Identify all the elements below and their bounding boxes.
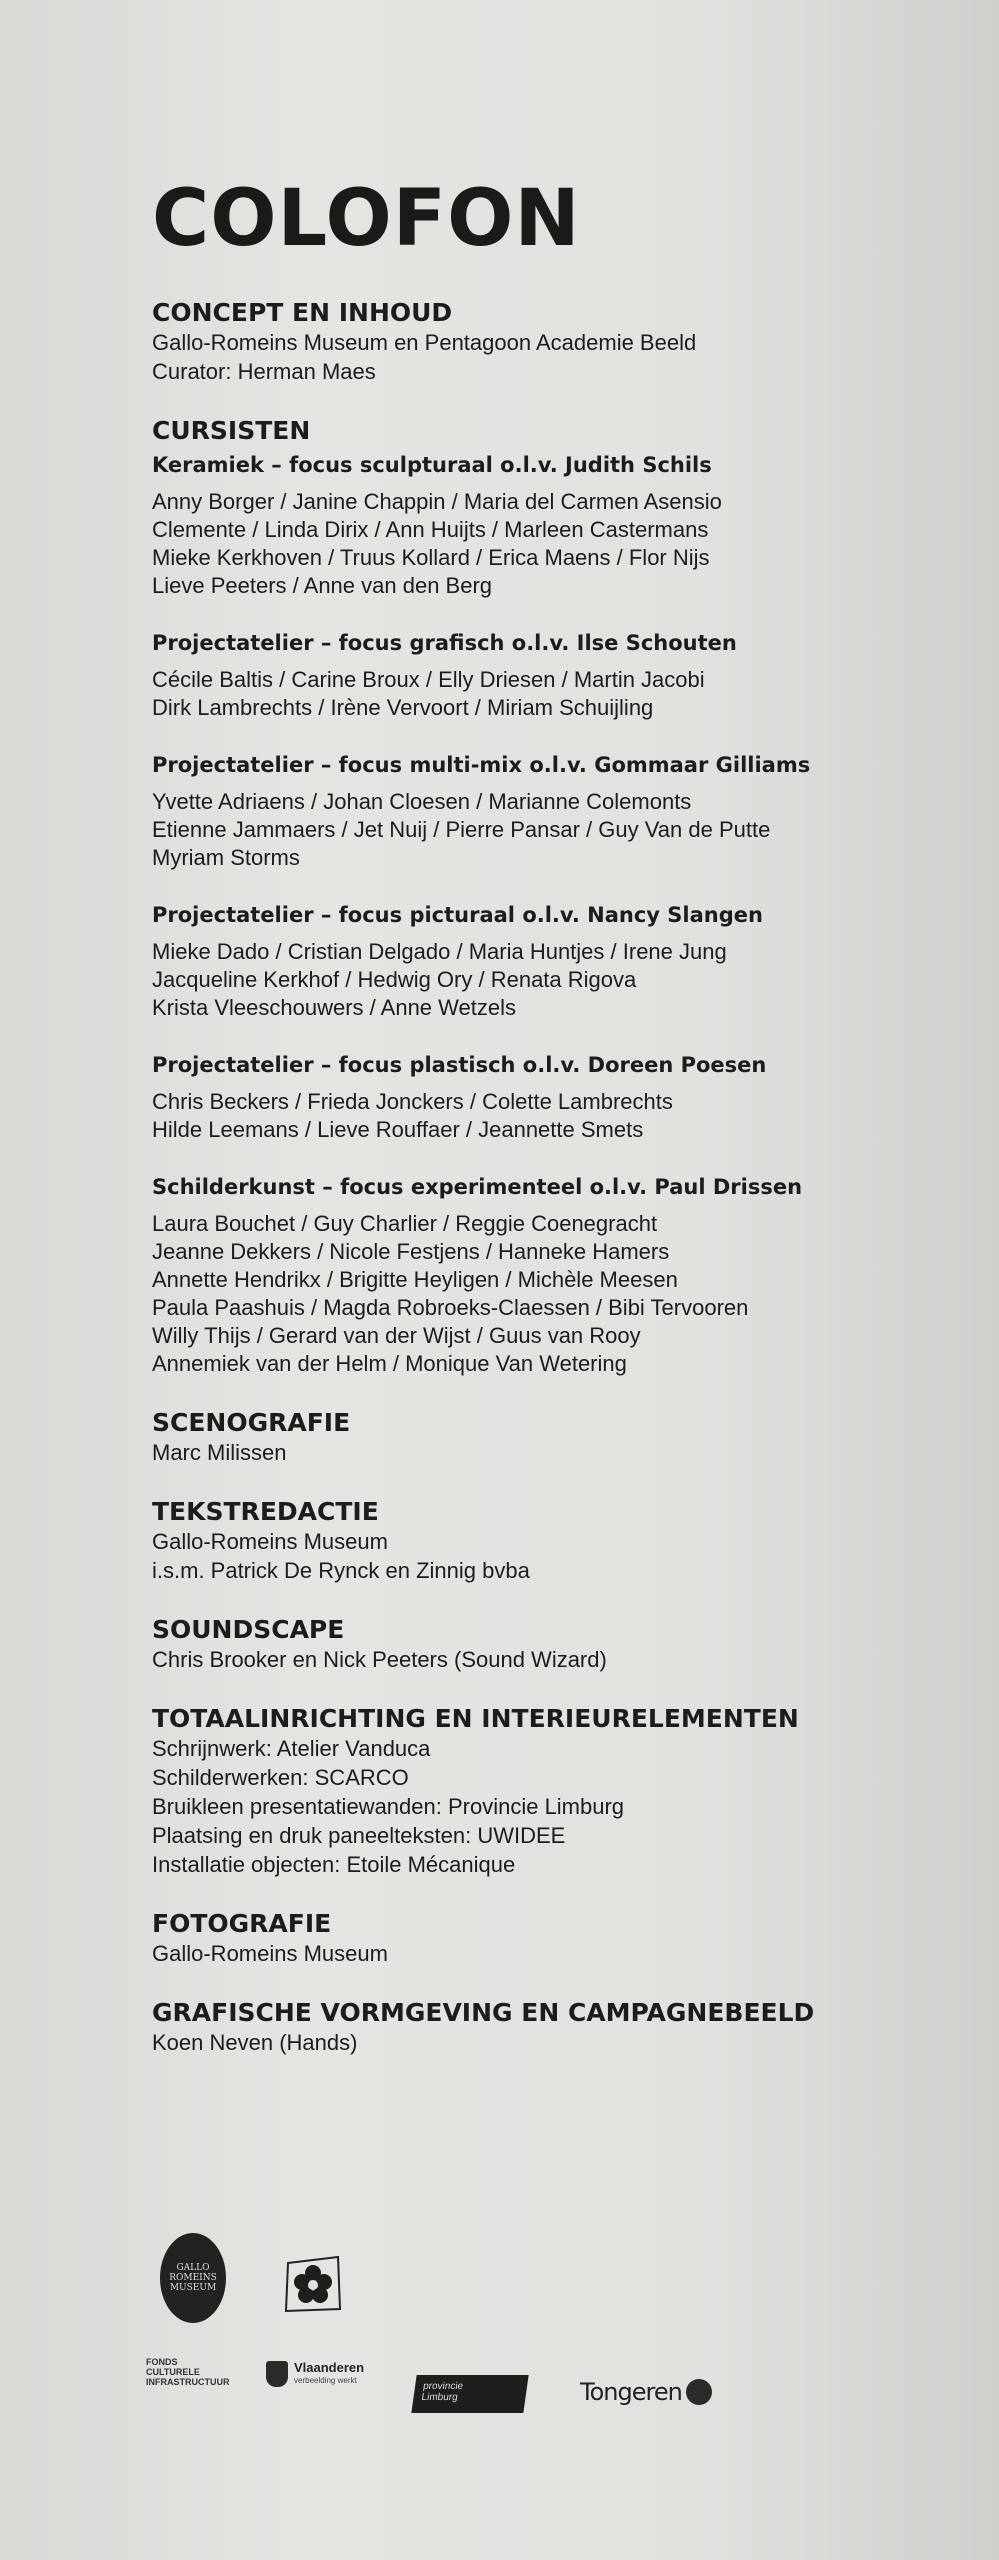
member-line: Hilde Leemans / Lieve Rouffaer / Jeannette Smets [152, 1117, 644, 1142]
member-line: Laura Bouchet / Guy Charlier / Reggie Coenegracht [152, 1211, 658, 1236]
member-line: Jacqueline Kerkhof / Hedwig Ory / Renata Rigova [152, 967, 637, 992]
section-heading: SOUNDSCAPE [152, 1615, 345, 1644]
section-line: Bruikleen presentatiewanden: Provincie Limburg [152, 1794, 625, 1819]
section-line: Marc Milissen [152, 1440, 287, 1465]
member-line: Lieve Peeters / Anne van den Berg [152, 573, 493, 598]
member-line: Myriam Storms [152, 845, 300, 870]
fonds-line: INFRASTRUCTUUR [146, 2377, 230, 2387]
gallo-logo-text: GALLO ROMEINS MUSEUM [169, 2263, 217, 2293]
course-title: Schilderkunst – focus experimenteel o.l.v. Paul Drissen [152, 1175, 803, 1199]
page-title: COLOFON [152, 174, 581, 264]
vlaanderen-name: Vlaanderen [294, 2360, 365, 2375]
member-line: Mieke Kerkhoven / Truus Kollard / Erica Maens / Flor Nijs [152, 545, 710, 570]
member-line: Mieke Dado / Cristian Delgado / Maria Huntjes / Irene Jung [152, 939, 727, 964]
limburg-line: provincie [422, 2381, 464, 2392]
tongeren-logo [580, 2378, 712, 2406]
member-line: Clemente / Linda Dirix / Ann Huijts / Marleen Castermans [152, 517, 709, 542]
section-line: Plaatsing en druk paneelteksten: UWIDEE [152, 1823, 566, 1848]
member-line: Dirk Lambrechts / Irène Vervoort / Miriam Schuijling [152, 695, 654, 720]
section-heading: FOTOGRAFIE [152, 1909, 332, 1938]
flower-logo-icon [282, 2253, 344, 2315]
course-group [152, 750, 912, 872]
section-line: Gallo-Romeins Museum [152, 1529, 388, 1554]
section-line: Schilderwerken: SCARCO [152, 1765, 409, 1790]
course-group [152, 628, 912, 722]
section-line: Chris Brooker en Nick Peeters (Sound Wizard) [152, 1647, 607, 1672]
section-line: Installatie objecten: Etoile Mécanique [152, 1852, 516, 1877]
gallo-romeins-logo [160, 2233, 226, 2323]
member-line: Chris Beckers / Frieda Jonckers / Colette Lambrechts [152, 1089, 673, 1114]
member-line: Jeanne Dekkers / Nicole Festjens / Hanneke Hamers [152, 1239, 670, 1264]
member-line: Anny Borger / Janine Chappin / Maria del Carmen Asensio [152, 489, 722, 514]
sponsor-logos [0, 2225, 999, 2425]
course-title: Keramiek – focus sculpturaal o.l.v. Judith Schils [152, 453, 712, 477]
limburg-line: Limburg [420, 2392, 459, 2403]
course-title: Projectatelier – focus multi-mix o.l.v. Gommaar Gilliams [152, 753, 811, 777]
section-totaalinrichting [152, 1704, 912, 1879]
member-line: Annette Hendrikx / Brigitte Heyligen / Michèle Meesen [152, 1267, 678, 1292]
section-concept [152, 298, 912, 386]
member-line: Willy Thijs / Gerard van der Wijst / Guus van Rooy [152, 1323, 641, 1348]
member-line: Paula Paashuis / Magda Robroeks-Claessen / Bibi Tervooren [152, 1295, 749, 1320]
tongeren-emblem-icon [686, 2379, 712, 2405]
course-title: Projectatelier – focus plastisch o.l.v. Doreen Poesen [152, 1053, 767, 1077]
section-heading: TOTAALINRICHTING EN INTERIEURELEMENTEN [152, 1704, 799, 1733]
section-heading: SCENOGRAFIE [152, 1408, 351, 1437]
limburg-logo [411, 2375, 528, 2413]
section-grafische [152, 1998, 912, 2057]
course-title: Projectatelier – focus grafisch o.l.v. Ilse Schouten [152, 631, 737, 655]
member-line: Yvette Adriaens / Johan Cloesen / Marianne Colemonts [152, 789, 692, 814]
course-group [152, 1172, 912, 1378]
fonds-line: FONDS [146, 2357, 178, 2367]
section-heading: GRAFISCHE VORMGEVING EN CAMPAGNEBEELD [152, 1998, 815, 2027]
section-scenografie [152, 1408, 912, 1467]
section-line: Gallo-Romeins Museum [152, 1941, 388, 1966]
course-title: Projectatelier – focus picturaal o.l.v. Nancy Slangen [152, 903, 763, 927]
course-group [152, 450, 912, 600]
vlaanderen-logo [266, 2361, 364, 2387]
vlaanderen-tagline: verbeelding werkt [294, 2376, 357, 2385]
member-line: Cécile Baltis / Carine Broux / Elly Driesen / Martin Jacobi [152, 667, 705, 692]
section-heading: CURSISTEN [152, 416, 311, 445]
course-group [152, 1050, 912, 1144]
section-heading: CONCEPT EN INHOUD [152, 298, 453, 327]
section-line: Curator: Herman Maes [152, 359, 376, 384]
lion-icon [266, 2361, 288, 2387]
member-line: Krista Vleeschouwers / Anne Wetzels [152, 995, 516, 1020]
tongeren-name: Tongeren [580, 2378, 682, 2406]
section-soundscape [152, 1615, 912, 1674]
fonds-line: CULTURELE [146, 2367, 200, 2377]
section-heading: TEKSTREDACTIE [152, 1497, 379, 1526]
member-line: Etienne Jammaers / Jet Nuij / Pierre Pansar / Guy Van de Putte [152, 817, 771, 842]
fonds-logo [146, 2357, 230, 2387]
section-line: i.s.m. Patrick De Rynck en Zinnig bvba [152, 1558, 530, 1583]
section-line: Koen Neven (Hands) [152, 2030, 358, 2055]
section-fotografie [152, 1909, 912, 1968]
section-line: Schrijnwerk: Atelier Vanduca [152, 1736, 431, 1761]
section-line: Gallo-Romeins Museum en Pentagoon Academie Beeld [152, 330, 697, 355]
colofon-panel [152, 174, 912, 2087]
member-line: Annemiek van der Helm / Monique Van Wetering [152, 1351, 627, 1376]
course-group [152, 900, 912, 1022]
section-tekstredactie [152, 1497, 912, 1585]
section-cursisten [152, 416, 912, 1378]
